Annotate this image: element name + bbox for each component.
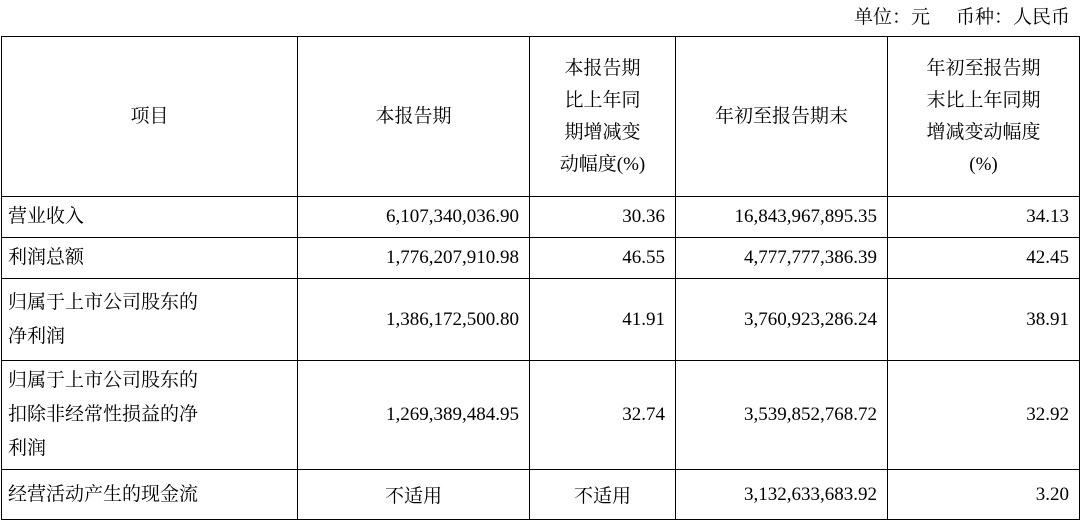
row-label-line-0: 归属于上市公司股东的 [8,291,199,313]
table-body [2,197,1080,520]
unit-currency-note [0,0,1080,36]
cell-ytd-change: 42.45 [888,238,1080,279]
column-header-ytd-change [888,37,1080,197]
cell-current-period-change: 不适用 [530,470,676,520]
column-header-current-period-line-0: 本报告期 [375,105,452,127]
table-header-row [2,37,1080,197]
table-header [2,37,1080,197]
table-row [2,470,1080,520]
cell-current-period-change: 41.91 [530,279,676,361]
unit-label: 单位：元 [853,7,930,28]
column-header-item-line-0: 项目 [130,105,169,127]
column-header-current-period-change-line-2: 期增减变 [564,121,641,143]
cell-current-period-change: 32.74 [530,361,676,470]
cell-ytd: 3,539,852,768.72 [676,361,888,470]
cell-ytd-change: 38.91 [888,279,1080,361]
row-label-line-0: 归属于上市公司股东的 [8,370,199,391]
column-header-ytd-change-line-1: 末比上年同期 [926,89,1041,111]
table-row [2,279,1080,361]
row-label-line-0: 营业收入 [8,206,85,227]
column-header-current-period [298,37,530,197]
cell-current-period: 1,386,172,500.80 [298,279,530,361]
table-row [2,361,1080,470]
cell-ytd-change: 34.13 [888,197,1080,238]
row-label-line-2: 利润 [8,438,47,459]
column-header-item [2,37,298,197]
cell-current-period: 1,776,207,910.98 [298,238,530,279]
currency-label: 币种：人民币 [955,7,1070,28]
row-label [2,197,298,238]
financial-summary-table [1,36,1080,520]
cell-current-period-change: 30.36 [530,197,676,238]
column-header-ytd-change-line-2: 增减变动幅度 [926,121,1041,143]
cell-ytd: 16,843,967,895.35 [676,197,888,238]
row-label [2,470,298,520]
column-header-ytd-line-0: 年初至报告期末 [714,105,848,127]
row-label [2,361,298,470]
cell-current-period-change: 46.55 [530,238,676,279]
cell-ytd: 3,132,633,683.92 [676,470,888,520]
cell-ytd: 4,777,777,386.39 [676,238,888,279]
column-header-current-period-change-line-0: 本报告期 [564,57,641,79]
table-row [2,197,1080,238]
row-label-line-0: 利润总额 [8,247,85,268]
row-label-line-1: 净利润 [8,325,66,347]
cell-current-period: 1,269,389,484.95 [298,361,530,470]
table-row [2,238,1080,279]
cell-ytd: 3,760,923,286.24 [676,279,888,361]
column-header-current-period-change-line-3: 动幅度(%) [559,153,646,175]
row-label-line-1: 扣除非经常性损益的净 [8,404,199,425]
column-header-current-period-change [530,37,676,197]
column-header-ytd [676,37,888,197]
column-header-ytd-change-line-0: 年初至报告期 [926,57,1041,79]
row-label [2,279,298,361]
cell-ytd-change: 32.92 [888,361,1080,470]
column-header-ytd-change-line-3: (%) [969,153,998,175]
cell-ytd-change: 3.20 [888,470,1080,520]
row-label [2,238,298,279]
cell-current-period: 6,107,340,036.90 [298,197,530,238]
column-header-current-period-change-line-1: 比上年同 [564,89,641,111]
row-label-line-0: 经营活动产生的现金流 [8,483,199,505]
cell-current-period: 不适用 [298,470,530,520]
